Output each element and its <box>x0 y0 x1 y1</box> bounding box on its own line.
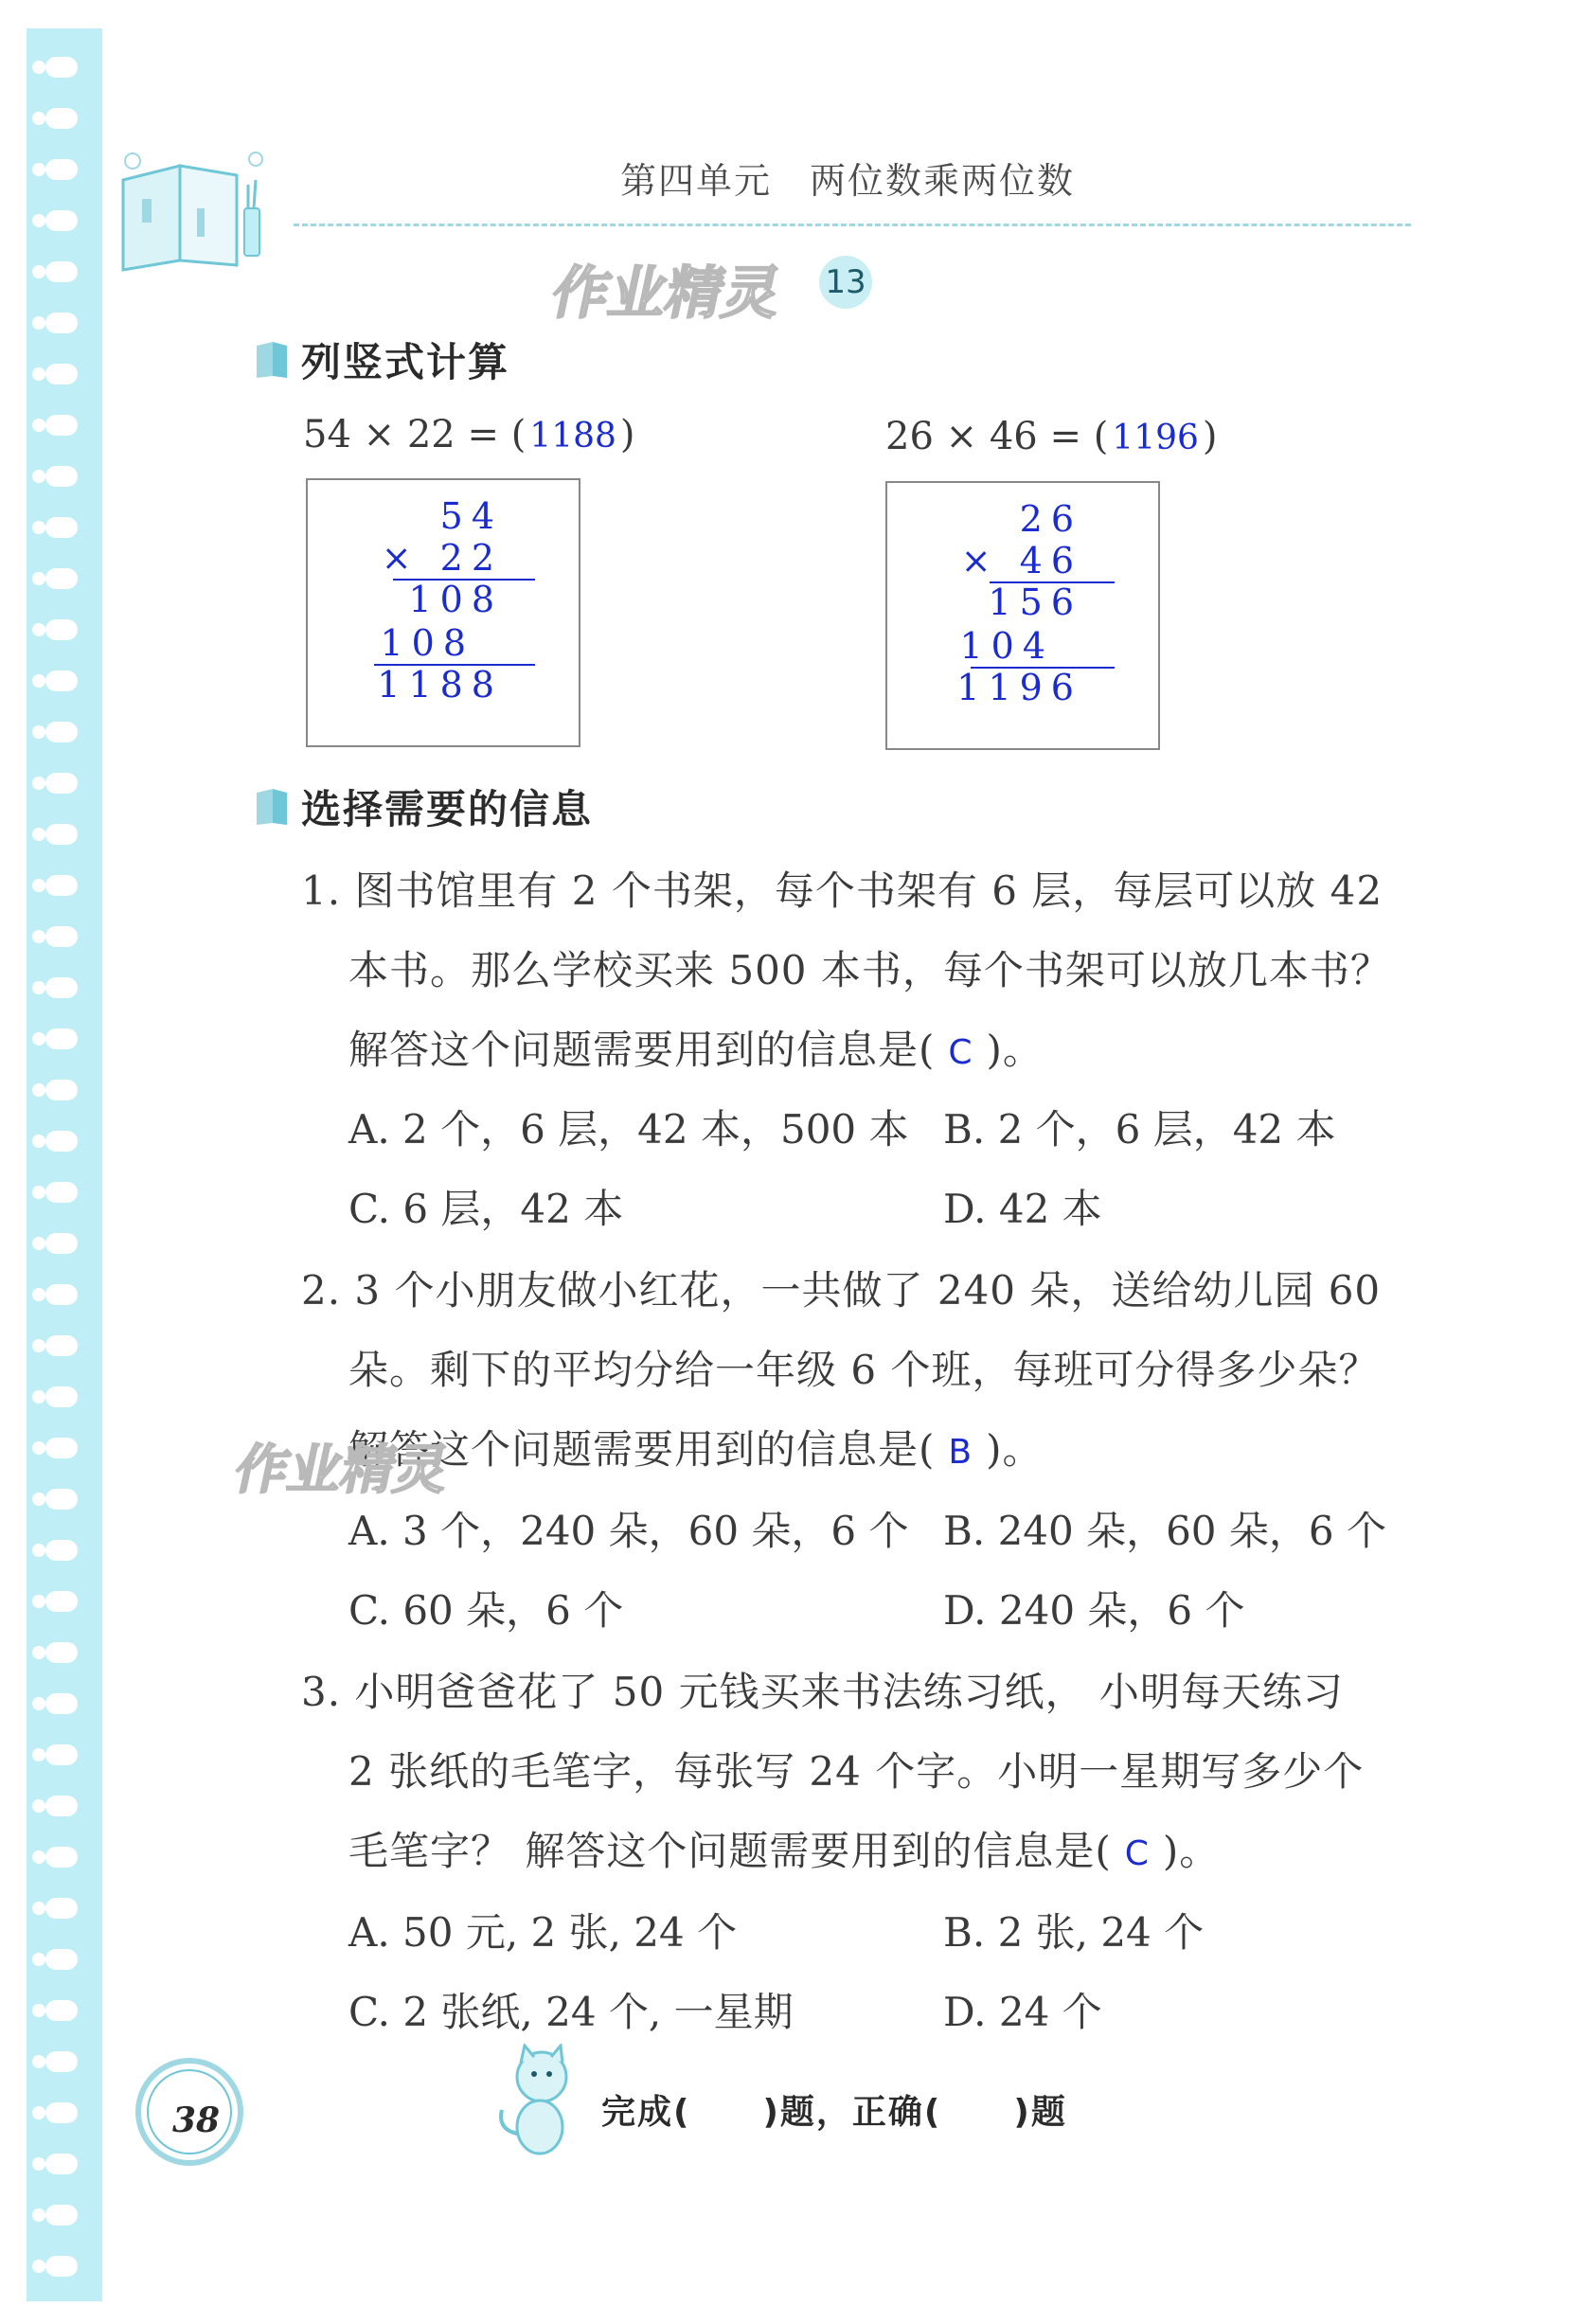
calc-line: 156 <box>988 581 1082 623</box>
option-d: D. 42 本 <box>943 1186 1102 1232</box>
binding-ring <box>45 364 78 384</box>
binding-ring <box>45 2154 78 2174</box>
calc-line: × 22 <box>381 537 503 579</box>
option-d: D. 24 个 <box>943 1989 1102 2035</box>
question-1-prompt <box>348 1019 1044 1076</box>
binding-ring <box>45 1233 78 1254</box>
binding-ring <box>45 1642 78 1663</box>
prompt-text: 解答这个问题需要用到的信息是( <box>348 1027 936 1073</box>
watermark: 作业精灵 <box>229 1439 455 1501</box>
binding-ring <box>45 1796 78 1816</box>
binding-ring <box>45 517 78 538</box>
section-title: 列竖式计算 <box>301 339 510 385</box>
completion-tally: 完成( )题，正确( )题 <box>601 2093 1067 2132</box>
book-icon <box>254 787 290 827</box>
section-heading-select-info <box>254 778 593 835</box>
binding-ring <box>45 210 78 231</box>
binding-ring <box>45 2000 78 2021</box>
binding-ring <box>45 1898 78 1919</box>
calc-line: 54 <box>439 495 503 537</box>
chapter-title: 第四单元 两位数乘两位数 <box>620 160 1076 202</box>
binding-ring <box>45 619 78 640</box>
binding-ring <box>45 1080 78 1100</box>
binding-ring <box>45 1284 78 1305</box>
option-a: A. 50 元, 2 张, 24 个 <box>348 1909 738 1956</box>
question-1-line-2: 本书。那么学校买来 500 本书，每个书架可以放几本书？ <box>348 947 1391 993</box>
binding-ring <box>45 1847 78 1868</box>
binding-ring <box>45 568 78 589</box>
binding-ring <box>45 722 78 742</box>
binding-ring <box>45 57 78 78</box>
binding-ring <box>45 1438 78 1458</box>
option-c: C. 2 张纸, 24 个, 一星期 <box>348 1989 794 2035</box>
prompt-text: 解答这个问题需要用到的信息是( <box>348 1426 936 1473</box>
calc-line: × 46 <box>960 540 1082 581</box>
binding-ring <box>45 875 78 896</box>
header-divider <box>294 223 1411 226</box>
equation-expression: 54 × 22 = ( <box>303 413 527 456</box>
option-b: B. 2 张, 24 个 <box>943 1909 1205 1956</box>
book-icon <box>254 340 290 380</box>
calc-line: 104 <box>959 625 1054 667</box>
binding-ring <box>45 261 78 282</box>
binding-ring <box>45 1949 78 1970</box>
binding-ring <box>45 1744 78 1765</box>
binding-ring <box>45 108 78 129</box>
cat-icon <box>492 2044 578 2157</box>
vertical-calc-box-1 <box>306 478 580 747</box>
equation-1 <box>303 413 635 456</box>
equation-close: ) <box>1202 415 1218 458</box>
calc-line: 108 <box>408 579 503 620</box>
option-d: D. 240 朵，6 个 <box>943 1587 1245 1634</box>
answer-letter: C <box>1124 1834 1150 1873</box>
question-3-line-1: 3. 小明爸爸花了 50 元钱买来书法练习纸， 小明每天练习 <box>301 1669 1344 1715</box>
equation-2 <box>885 415 1218 458</box>
equation-close: ) <box>619 413 635 456</box>
binding-ring <box>45 2256 78 2277</box>
books-illustration-icon <box>114 142 275 275</box>
prompt-end: )。 <box>986 1027 1044 1073</box>
binding-ring <box>45 1489 78 1510</box>
option-a: A. 3 个，240 朵，60 朵，6 个 <box>348 1508 909 1554</box>
binding-ring <box>45 1131 78 1152</box>
option-b: B. 240 朵，60 朵，6 个 <box>943 1508 1386 1554</box>
binding-ring <box>45 1386 78 1407</box>
prompt-text: 毛笔字？ 解答这个问题需要用到的信息是( <box>348 1828 1112 1874</box>
question-2-line-1: 2. 3 个小朋友做小红花，一共做了 240 朵，送给幼儿园 60 <box>301 1267 1382 1314</box>
option-c: C. 6 层，42 本 <box>348 1186 624 1232</box>
page-number: 38 <box>172 2101 221 2140</box>
calc-line: 108 <box>380 622 474 664</box>
binding-ring <box>45 1028 78 1049</box>
prompt-end: )。 <box>986 1426 1044 1473</box>
section-number-badge: 13 <box>819 256 872 309</box>
binding-ring <box>45 977 78 998</box>
answer-letter: B <box>948 1433 973 1472</box>
binding-ring <box>45 313 78 333</box>
section-heading-vertical-calc <box>254 331 509 388</box>
binding-ring <box>45 824 78 845</box>
binding-ring <box>45 2051 78 2072</box>
binding-ring <box>45 2102 78 2123</box>
binding-ring <box>45 1591 78 1612</box>
equation-answer: 1196 <box>1112 419 1199 457</box>
binding-ring <box>45 466 78 487</box>
binding-ring <box>45 1182 78 1203</box>
vertical-calc-box-2 <box>885 481 1160 750</box>
binding-ring <box>45 926 78 947</box>
equation-expression: 26 × 46 = ( <box>885 415 1109 458</box>
binding-ring <box>45 1335 78 1356</box>
binding-ring <box>45 415 78 436</box>
binding-ring <box>45 159 78 180</box>
option-c: C. 60 朵，6 个 <box>348 1587 624 1634</box>
question-1-line-1: 1. 图书馆里有 2 个书架，每个书架有 6 层，每层可以放 42 <box>301 867 1384 914</box>
watermark: 作业精灵 <box>545 260 788 327</box>
question-3-line-2: 2 张纸的毛笔字，每张写 24 个字。小明一星期写多少个 <box>348 1748 1365 1795</box>
option-b: B. 2 个，6 层，42 本 <box>943 1106 1336 1153</box>
calc-line: 26 <box>1019 498 1082 540</box>
prompt-end: )。 <box>1162 1828 1221 1874</box>
binding-ring <box>45 670 78 691</box>
binding-ring <box>45 1693 78 1714</box>
question-2-line-2: 朵。剩下的平均分给一年级 6 个班，每班可分得多少朵？ <box>348 1347 1380 1393</box>
calc-line: 1188 <box>377 664 503 706</box>
binding-ring <box>45 2205 78 2226</box>
option-a: A. 2 个，6 层，42 本，500 本 <box>348 1106 909 1153</box>
answer-letter: C <box>948 1033 973 1072</box>
binding-ring <box>45 1540 78 1561</box>
calc-line: 1196 <box>956 667 1082 708</box>
question-3-prompt <box>348 1820 1220 1877</box>
section-title: 选择需要的信息 <box>301 786 594 832</box>
binding-ring <box>45 773 78 794</box>
equation-answer: 1188 <box>529 417 616 456</box>
